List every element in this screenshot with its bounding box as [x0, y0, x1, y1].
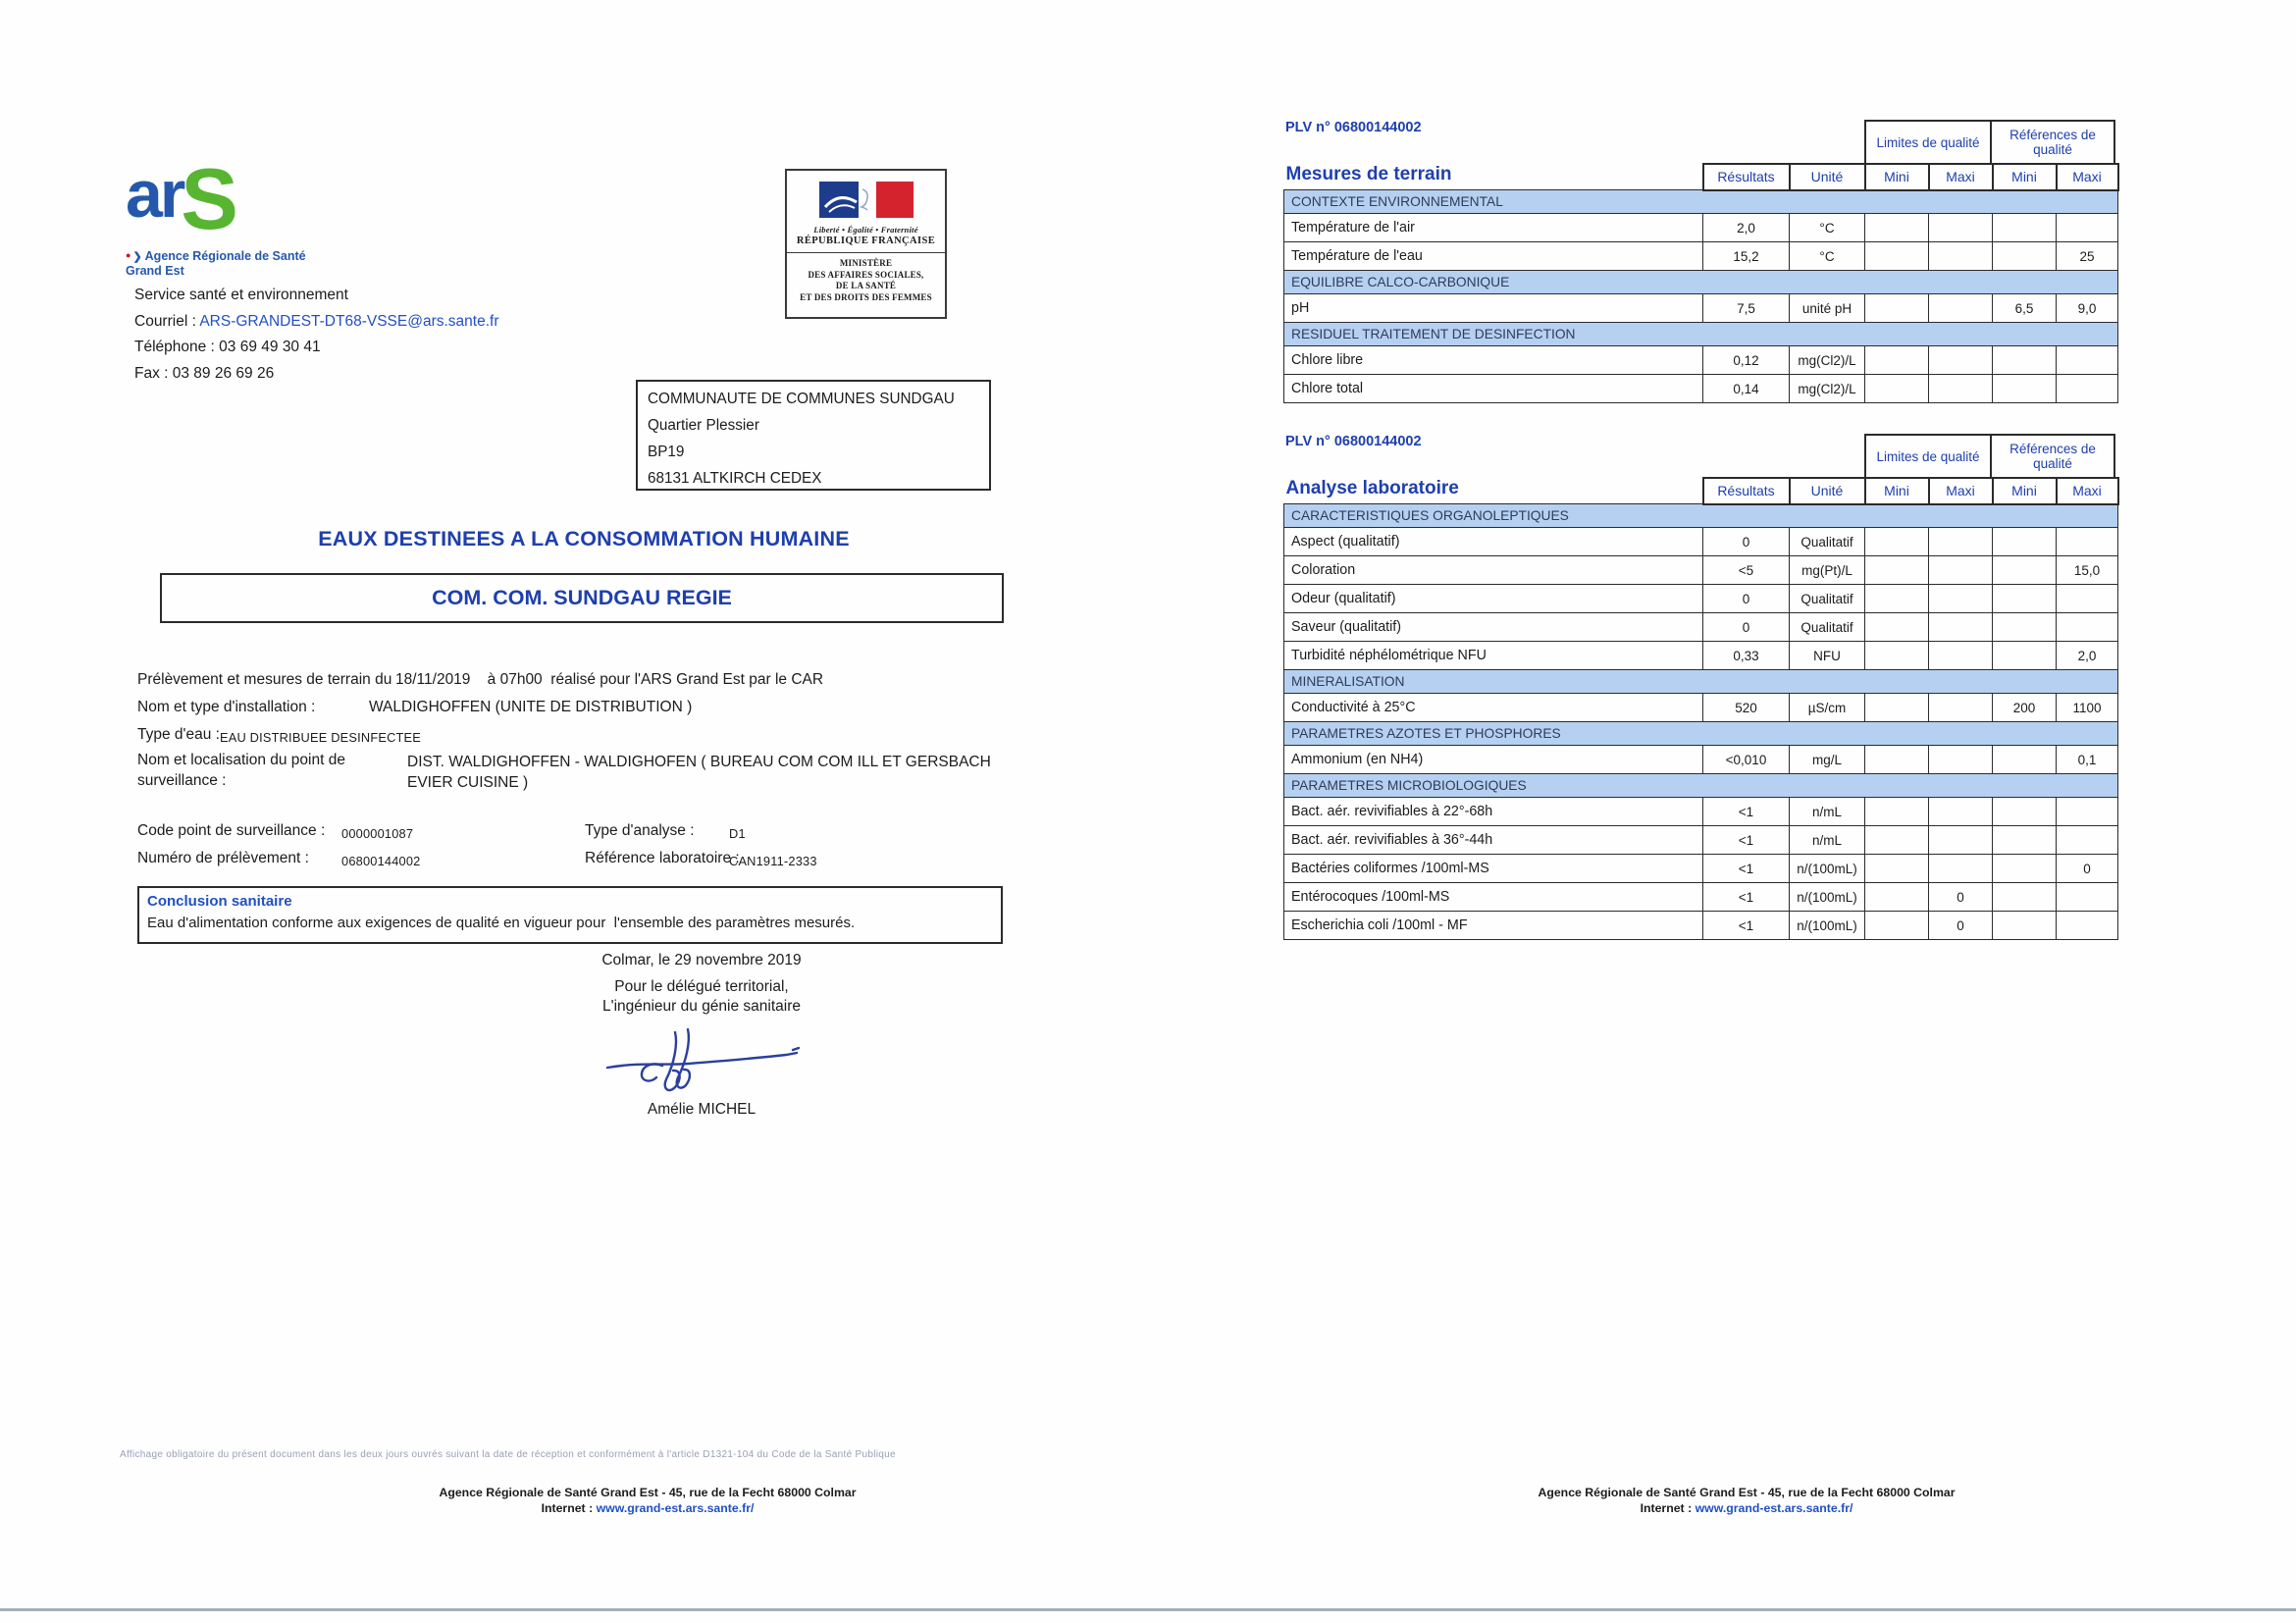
reference-maxi-value: 15,0 [2057, 556, 2118, 585]
reference-maxi-value [2057, 826, 2118, 855]
limit-mini-value [1865, 375, 1929, 403]
analysis-type-label: Type d'analyse : [585, 822, 695, 839]
column-header-limit-maxi: Maxi [1929, 478, 1993, 504]
parameter-row [1284, 694, 2118, 722]
parameter-label: Bact. aér. revivifiables à 36°-44h [1284, 826, 1703, 855]
parameter-row [1284, 214, 2118, 242]
reference-maxi-value [2057, 585, 2118, 613]
surveillance-point-value-line1: DIST. WALDIGHOFFEN - WALDIGHOFEN ( BUREAU COM COM ILL ET GERSBACH [407, 754, 991, 770]
agency-footer-left [324, 1486, 971, 1516]
analysis-type-value: D1 [729, 826, 746, 841]
limit-maxi-value [1929, 694, 1993, 722]
reference-maxi-value [2057, 214, 2118, 242]
reference-mini-value [1993, 346, 2057, 375]
column-header-limit-mini: Mini [1865, 164, 1929, 190]
reference-mini-value [1993, 855, 2057, 883]
ars-logo [126, 150, 400, 278]
unit-value: mg(Pt)/L [1790, 556, 1865, 585]
unit-value: Qualitatif [1790, 613, 1865, 642]
reference-mini-value [1993, 746, 2057, 774]
reference-mini-value [1993, 642, 2057, 670]
section-label: EQUILIBRE CALCO-CARBONIQUE [1284, 271, 2118, 294]
recipient-line: BP19 [648, 444, 685, 460]
unit-value: Qualitatif [1790, 528, 1865, 556]
unit-value: µS/cm [1790, 694, 1865, 722]
reference-maxi-value: 25 [2057, 242, 2118, 271]
recipient-line: 68131 ALTKIRCH CEDEX [648, 470, 822, 487]
ministry-line: DE LA SANTÉ [835, 281, 897, 290]
section-row [1284, 190, 2118, 214]
parameter-row [1284, 528, 2118, 556]
column-header-row [1284, 164, 2118, 190]
parameter-row [1284, 912, 2118, 940]
chevron-right-icon: ❯ [132, 251, 142, 263]
french-flag-icon [819, 182, 913, 218]
republic-name: RÉPUBLIQUE FRANÇAISE [796, 236, 936, 246]
reference-maxi-value: 2,0 [2057, 642, 2118, 670]
parameter-label: Entérocoques /100ml-MS [1284, 883, 1703, 912]
section-row [1284, 271, 2118, 294]
quality-group-headers [1864, 120, 2115, 165]
recipient-line: COMMUNAUTE DE COMMUNES SUNDGAU [648, 391, 955, 407]
column-header-ref-mini: Mini [1993, 164, 2057, 190]
result-value: <1 [1703, 855, 1790, 883]
agency-address: Agence Régionale de Santé Grand Est - 45, rue de la Fecht 68000 Colmar [1538, 1486, 1956, 1499]
limit-mini-value [1865, 613, 1929, 642]
parameter-label: Conductivité à 25°C [1284, 694, 1703, 722]
limit-maxi-value [1929, 855, 1993, 883]
ministry-line: ET DES DROITS DES FEMMES [800, 291, 932, 302]
telephone-line: Téléphone : 03 69 49 30 41 [134, 339, 321, 355]
reference-maxi-value [2057, 912, 2118, 940]
ministry-line: DES AFFAIRES SOCIALES, [808, 269, 924, 280]
column-header-unite: Unité [1790, 164, 1865, 190]
surveillance-code-label: Code point de surveillance : [137, 822, 326, 839]
parameter-label: Température de l'eau [1284, 242, 1703, 271]
limit-mini-value [1865, 346, 1929, 375]
network-title: COM. COM. SUNDGAU REGIE [432, 586, 732, 609]
reference-maxi-value: 9,0 [2057, 294, 2118, 323]
result-value: <1 [1703, 883, 1790, 912]
parameter-label: Escherichia coli /100ml - MF [1284, 912, 1703, 940]
surveillance-point-label: Nom et localisation du point de surveillance : [137, 752, 345, 789]
section-label: PARAMETRES MICROBIOLOGIQUES [1284, 774, 2118, 798]
parameter-row [1284, 375, 2118, 403]
limit-mini-value [1865, 294, 1929, 323]
recipient-address-box [636, 380, 991, 491]
parameter-row [1284, 346, 2118, 375]
reference-mini-value [1993, 585, 2057, 613]
red-dot-icon: ● [126, 250, 131, 260]
result-value: <0,010 [1703, 746, 1790, 774]
signature-image [594, 1022, 809, 1099]
parameter-label: Chlore libre [1284, 346, 1703, 375]
unit-value: n/(100mL) [1790, 912, 1865, 940]
parameter-label: pH [1284, 294, 1703, 323]
limit-maxi-value [1929, 556, 1993, 585]
unit-value: mg(Cl2)/L [1790, 375, 1865, 403]
section-row [1284, 670, 2118, 694]
ars-wordmark [126, 150, 400, 247]
agency-address: Agence Régionale de Santé Grand Est - 45, rue de la Fecht 68000 Colmar [439, 1486, 857, 1499]
section-label: RESIDUEL TRAITEMENT DE DESINFECTION [1284, 323, 2118, 346]
reference-maxi-value: 1100 [2057, 694, 2118, 722]
parameter-row [1284, 855, 2118, 883]
lab-reference-value: CAN1911-2333 [729, 854, 817, 868]
reference-maxi-value: 0,1 [2057, 746, 2118, 774]
limit-maxi-value [1929, 613, 1993, 642]
signature-block [535, 952, 868, 1119]
parameter-row [1284, 294, 2118, 323]
limit-mini-value [1865, 798, 1929, 826]
network-title-box [160, 573, 1004, 623]
unit-value: n/mL [1790, 798, 1865, 826]
quality-group-headers [1864, 434, 2115, 479]
water-type-label: Type d'eau : [137, 726, 220, 743]
contact-block [134, 283, 499, 387]
agency-internet-line [1423, 1501, 2070, 1517]
reference-mini-value [1993, 556, 2057, 585]
scan-edge-line [0, 1608, 2296, 1611]
reference-mini-value: 200 [1993, 694, 2057, 722]
water-type-value: EAU DISTRIBUEE DESINFECTEE [220, 730, 422, 745]
ars-wordmark-ar: ar [126, 157, 183, 232]
section-label: PARAMETRES AZOTES ET PHOSPHORES [1284, 722, 2118, 746]
parameter-row [1284, 613, 2118, 642]
result-value: 0,12 [1703, 346, 1790, 375]
plv-number: PLV n° 06800144002 [1285, 120, 1422, 135]
parameter-label: Bactéries coliformes /100ml-MS [1284, 855, 1703, 883]
surveillance-code-value: 0000001087 [341, 826, 414, 841]
column-header-ref-mini: Mini [1993, 478, 2057, 504]
result-value: <1 [1703, 826, 1790, 855]
internet-label: Internet : [1640, 1500, 1696, 1515]
signatory-title-line2: L'ingénieur du génie sanitaire [601, 998, 802, 1015]
reference-maxi-value [2057, 883, 2118, 912]
agency-website-link[interactable]: www.grand-est.ars.sante.fr/ [596, 1500, 755, 1515]
quality-limits-header: Limites de qualité [1864, 434, 1992, 479]
quality-references-header: Références de qualité [1990, 120, 2115, 165]
reference-mini-value [1993, 613, 2057, 642]
unit-value: mg/L [1790, 746, 1865, 774]
section-label: CONTEXTE ENVIRONNEMENTAL [1284, 190, 2118, 214]
limit-mini-value [1865, 912, 1929, 940]
limit-maxi-value [1929, 528, 1993, 556]
parameter-label: Bact. aér. revivifiables à 22°-68h [1284, 798, 1703, 826]
limit-mini-value [1865, 556, 1929, 585]
service-name: Service santé et environnement [134, 287, 348, 303]
reference-mini-value [1993, 883, 2057, 912]
section-row [1284, 722, 2118, 746]
signatory-name: Amélie MICHEL [647, 1101, 757, 1118]
parameter-label: Coloration [1284, 556, 1703, 585]
sanitary-conclusion-box [137, 886, 1003, 944]
parameter-label: Ammonium (en NH4) [1284, 746, 1703, 774]
result-value: <1 [1703, 912, 1790, 940]
limit-maxi-value [1929, 242, 1993, 271]
limit-maxi-value [1929, 294, 1993, 323]
quality-references-header: Références de qualité [1990, 434, 2115, 479]
parameter-row [1284, 746, 2118, 774]
limit-maxi-value [1929, 346, 1993, 375]
limit-maxi-value [1929, 798, 1993, 826]
column-header-limit-maxi: Maxi [1929, 164, 1993, 190]
result-value: 0,33 [1703, 642, 1790, 670]
quality-limits-header: Limites de qualité [1864, 120, 1992, 165]
agency-internet-line [324, 1501, 971, 1517]
parameter-label: Aspect (qualitatif) [1284, 528, 1703, 556]
reference-mini-value [1993, 214, 2057, 242]
unit-value: n/(100mL) [1790, 855, 1865, 883]
ministry-line: MINISTÈRE [839, 258, 893, 268]
parameter-label: Odeur (qualitatif) [1284, 585, 1703, 613]
unit-value: °C [1790, 214, 1865, 242]
column-header-resultats: Résultats [1703, 164, 1790, 190]
measurements-table [1283, 163, 2119, 403]
parameter-label: Température de l'air [1284, 214, 1703, 242]
section-row [1284, 504, 2118, 528]
parameter-label: Saveur (qualitatif) [1284, 613, 1703, 642]
parameter-row [1284, 242, 2118, 271]
unit-value: NFU [1790, 642, 1865, 670]
limit-mini-value [1865, 746, 1929, 774]
parameter-row [1284, 798, 2118, 826]
reference-maxi-value [2057, 346, 2118, 375]
surveillance-point-value-line2: EVIER CUISINE ) [407, 774, 529, 791]
recipient-line: Quartier Plessier [648, 417, 759, 434]
unit-value: Qualitatif [1790, 585, 1865, 613]
parameter-row [1284, 585, 2118, 613]
parameter-row [1284, 556, 2118, 585]
surveillance-point-value [407, 752, 991, 793]
analysis-table [1283, 477, 2119, 940]
limit-maxi-value [1929, 642, 1993, 670]
limit-maxi-value [1929, 826, 1993, 855]
limit-maxi-value: 0 [1929, 912, 1993, 940]
place-date: Colmar, le 29 novembre 2019 [601, 952, 802, 969]
courriel-line [134, 309, 499, 336]
column-header-resultats: Résultats [1703, 478, 1790, 504]
internet-label: Internet : [541, 1500, 597, 1515]
reference-maxi-value: 0 [2057, 855, 2118, 883]
courriel-link[interactable]: ARS-GRANDEST-DT68-VSSE@ars.sante.fr [199, 312, 499, 330]
reference-mini-value [1993, 798, 2057, 826]
limit-maxi-value [1929, 375, 1993, 403]
limit-maxi-value [1929, 214, 1993, 242]
signatory-title-line1: Pour le délégué territorial, [614, 978, 789, 995]
ars-tagline-text: Agence Régionale de Santé [144, 249, 306, 263]
column-header-unite: Unité [1790, 478, 1865, 504]
result-value: 0 [1703, 528, 1790, 556]
column-header-row [1284, 478, 2118, 504]
limit-mini-value [1865, 826, 1929, 855]
installation-label: Nom et type d'installation : [137, 699, 316, 715]
limit-mini-value [1865, 694, 1929, 722]
republic-motto: Liberté • Égalité • Fraternité [813, 225, 918, 235]
fax-line: Fax : 03 89 26 69 26 [134, 364, 275, 382]
reference-maxi-value [2057, 613, 2118, 642]
unit-value: °C [1790, 242, 1865, 271]
document-title: EAUX DESTINEES A LA CONSOMMATION HUMAINE [318, 527, 850, 550]
sampling-date-label: Prélèvement et mesures de terrain du [137, 671, 392, 688]
column-header-ref-maxi: Maxi [2057, 478, 2118, 504]
limit-maxi-value: 0 [1929, 883, 1993, 912]
unit-value: n/(100mL) [1790, 883, 1865, 912]
table-title: Analyse laboratoire [1285, 478, 1459, 498]
section-label: CARACTERISTIQUES ORGANOLEPTIQUES [1284, 504, 2118, 528]
reference-mini-value [1993, 912, 2057, 940]
limit-mini-value [1865, 883, 1929, 912]
limit-mini-value [1865, 214, 1929, 242]
plv-number: PLV n° 06800144002 [1285, 434, 1422, 449]
reference-maxi-value [2057, 375, 2118, 403]
result-value: <5 [1703, 556, 1790, 585]
ministry-divider [787, 252, 945, 253]
reference-mini-value [1993, 242, 2057, 271]
reference-maxi-value [2057, 798, 2118, 826]
sampling-date-value: 18/11/2019 à 07h00 réalisé pour l'ARS Grand Est par le CAR [395, 671, 824, 688]
parameter-label: Turbidité néphélométrique NFU [1284, 642, 1703, 670]
courriel-label: Courriel : [134, 312, 200, 330]
parameter-row [1284, 642, 2118, 670]
agency-footer-right [1423, 1486, 2070, 1516]
ars-wordmark-s: S [181, 150, 238, 247]
display-obligation-notice: Affichage obligatoire du présent document dans les deux jours ouvrés suivant la date de réception et conformément à l'article D1321-104 du Code de la Santé Publique [120, 1449, 896, 1460]
unit-value: unité pH [1790, 294, 1865, 323]
result-value: 0,14 [1703, 375, 1790, 403]
section-row [1284, 774, 2118, 798]
lab-reference-label: Référence laboratoire : [585, 850, 740, 866]
column-header-ref-maxi: Maxi [2057, 164, 2118, 190]
result-value: <1 [1703, 798, 1790, 826]
limit-maxi-value [1929, 585, 1993, 613]
column-header-limit-mini: Mini [1865, 478, 1929, 504]
ministry-block [785, 169, 947, 319]
result-value: 0 [1703, 613, 1790, 642]
section-row [1284, 323, 2118, 346]
conclusion-body: Eau d'alimentation conforme aux exigences de qualité en vigueur pour l'ensemble des paramètres mesurés. [147, 915, 856, 931]
table-title: Mesures de terrain [1285, 164, 1452, 184]
limit-mini-value [1865, 585, 1929, 613]
reference-mini-value [1993, 375, 2057, 403]
reference-mini-value: 6,5 [1993, 294, 2057, 323]
parameter-label: Chlore total [1284, 375, 1703, 403]
limit-mini-value [1865, 528, 1929, 556]
sample-number-label: Numéro de prélèvement : [137, 850, 309, 866]
agency-website-link[interactable]: www.grand-est.ars.sante.fr/ [1695, 1500, 1853, 1515]
reference-mini-value [1993, 826, 2057, 855]
unit-value: n/mL [1790, 826, 1865, 855]
parameter-row [1284, 883, 2118, 912]
ars-tagline [126, 249, 400, 263]
result-value: 7,5 [1703, 294, 1790, 323]
result-value: 0 [1703, 585, 1790, 613]
section-label: MINERALISATION [1284, 670, 2118, 694]
limit-mini-value [1865, 855, 1929, 883]
conclusion-title: Conclusion sanitaire [147, 893, 292, 910]
result-value: 15,2 [1703, 242, 1790, 271]
result-value: 520 [1703, 694, 1790, 722]
installation-value: WALDIGHOFFEN (UNITE DE DISTRIBUTION ) [369, 699, 693, 715]
result-value: 2,0 [1703, 214, 1790, 242]
unit-value: mg(Cl2)/L [1790, 346, 1865, 375]
limit-mini-value [1865, 242, 1929, 271]
reference-maxi-value [2057, 528, 2118, 556]
limit-mini-value [1865, 642, 1929, 670]
limit-maxi-value [1929, 746, 1993, 774]
ars-region-label: Grand Est [126, 264, 184, 278]
sample-number-value: 06800144002 [341, 854, 421, 868]
parameter-row [1284, 826, 2118, 855]
reference-mini-value [1993, 528, 2057, 556]
